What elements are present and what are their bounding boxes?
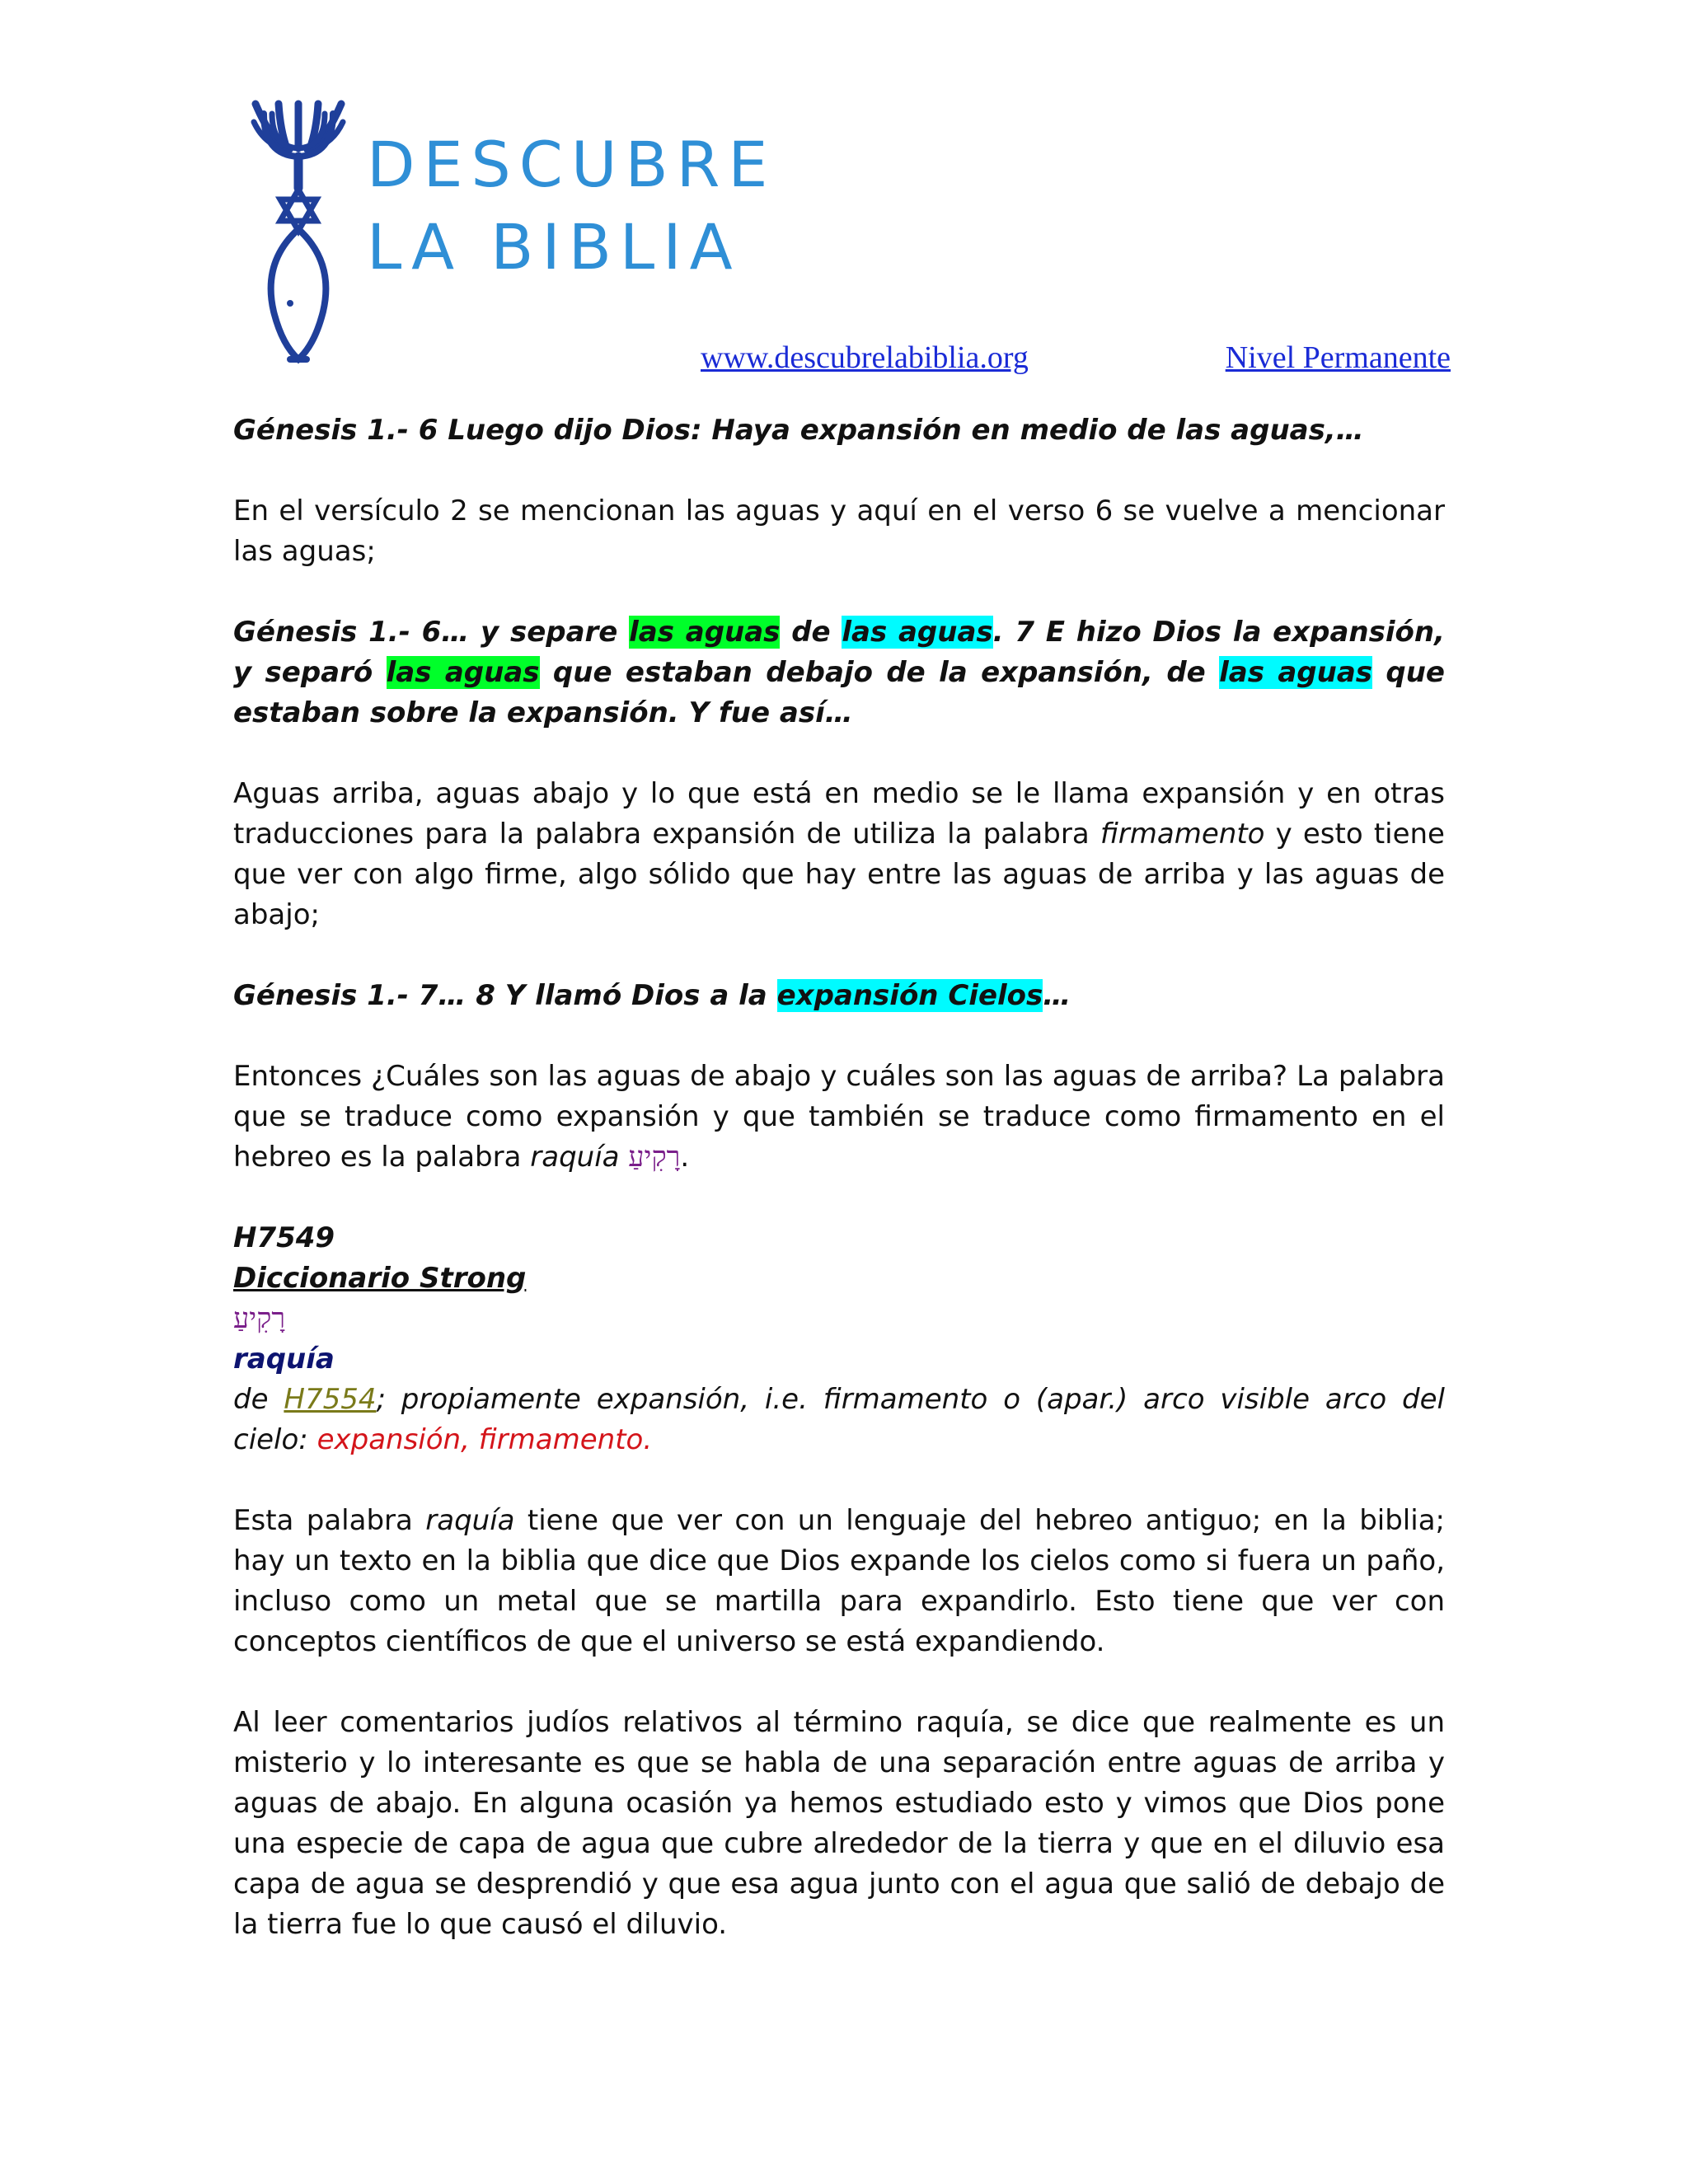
verse-text: que estaban sobre la expansión. Y fue así… [233,656,1445,729]
logo-wordmark [367,124,776,288]
header-links [701,340,1451,386]
definition-text: ; propiamente expansión, i.e. firmamento o (apar.) arco visible arco del cielo: [233,1383,1446,1456]
verse-text: de [780,616,842,649]
verse-genesis-1-7-8 [233,976,1445,1016]
italic-term: raquía [530,1141,620,1174]
verse-text: … [1043,979,1071,1012]
paragraph-3 [233,1057,1445,1178]
highlight-cyan: expansión Cielos [776,979,1043,1012]
strong-dictionary-title: Diccionario Strong [233,1262,527,1295]
paragraph-4 [233,1501,1445,1662]
highlight-green: las aguas [386,656,540,689]
verse-text: Génesis 1.- 6… y separe [233,616,630,649]
verse-text: . 7 E hizo Dios la expansión, y separó [233,616,1446,689]
site-link[interactable]: www.descubrelabiblia.org [701,340,1029,375]
verse-genesis-1-6: Génesis 1.- 6 Luego dijo Dios: Haya expansión en medio de las aguas,… [233,414,1364,447]
italic-term: raquía [425,1504,515,1537]
paragraph-2 [233,774,1445,935]
highlight-cyan: las aguas [842,616,993,649]
highlight-cyan: las aguas [1219,656,1372,689]
strong-entry [233,1218,1445,1460]
document-body [233,410,1445,1985]
level-link[interactable]: Nivel Permanente [1225,340,1451,375]
paragraph-text: Esta palabra [233,1504,426,1537]
definition-text: de [233,1383,284,1416]
verse-genesis-1-6-7 [233,612,1445,733]
logo-line-1: DESCUBRE [367,128,776,201]
strong-code: H7549 [233,1221,335,1254]
hebrew-word: רָקִיעַ [619,1141,681,1174]
paragraph-text: . [680,1141,690,1174]
paragraph-1: En el versículo 2 se mencionan las aguas y aquí en el verso 6 se vuelve a mencionar las aguas; [233,494,1445,568]
logo-line-2: LA BIBLIA [367,210,741,284]
paragraph-text: y esto tiene que ver con algo firme, algo sólido que hay entre las aguas de arriba y las aguas de abajo; [233,818,1445,931]
strong-definition [233,1380,1445,1460]
paragraph-text: Aguas arriba, aguas abajo y lo que está en medio se le llama expansión y en otras traducciones para la palabra expansión de utiliza la palabra [233,777,1445,851]
italic-term: firmamento [1100,818,1265,851]
highlight-green: las aguas [629,616,781,649]
verse-text: que estaban debajo de la expansión, de [539,656,1220,689]
definition-red-text: expansión, firmamento. [316,1423,653,1456]
strong-hebrew-word: רָקִיעַ [233,1302,286,1335]
strong-reference-link[interactable]: H7554 [284,1383,377,1416]
verse-text: Génesis 1.- 7… 8 Y llamó Dios a la [233,979,777,1012]
paragraph-text: Entonces ¿Cuáles son las aguas de abajo y cuáles son las aguas de arriba? La palabra que se traduce como expansión y que también se traduce como firmamento en el hebreo es la palabra [233,1060,1445,1174]
paragraph-5: Al leer comentarios judíos relativos al término raquía, se dice que realmente es un misterio y lo interesante es que se habla de una separación entre aguas de arriba y aguas de abajo. En alguna ocasión ya hemos estudiado esto y vimos que Dios pone una especie de capa de agua que cubre alrededor de la tierra y que en el diluvio esa capa de agua se desprendió y que esa agua junto con el agua que salió de debajo de la tierra fue lo que causó el diluvio. [233,1706,1445,1941]
strong-transliteration: raquía [233,1343,335,1376]
paragraph-text: tiene que ver con un lenguaje del hebreo antiguo; en la biblia; hay un texto en la biblia que dice que Dios expande los cielos como si fuera un paño, incluso como un metal que se martilla para expandirlo. Esto tiene que ver con conceptos científicos de que el universo se está expandiendo. [233,1504,1445,1658]
